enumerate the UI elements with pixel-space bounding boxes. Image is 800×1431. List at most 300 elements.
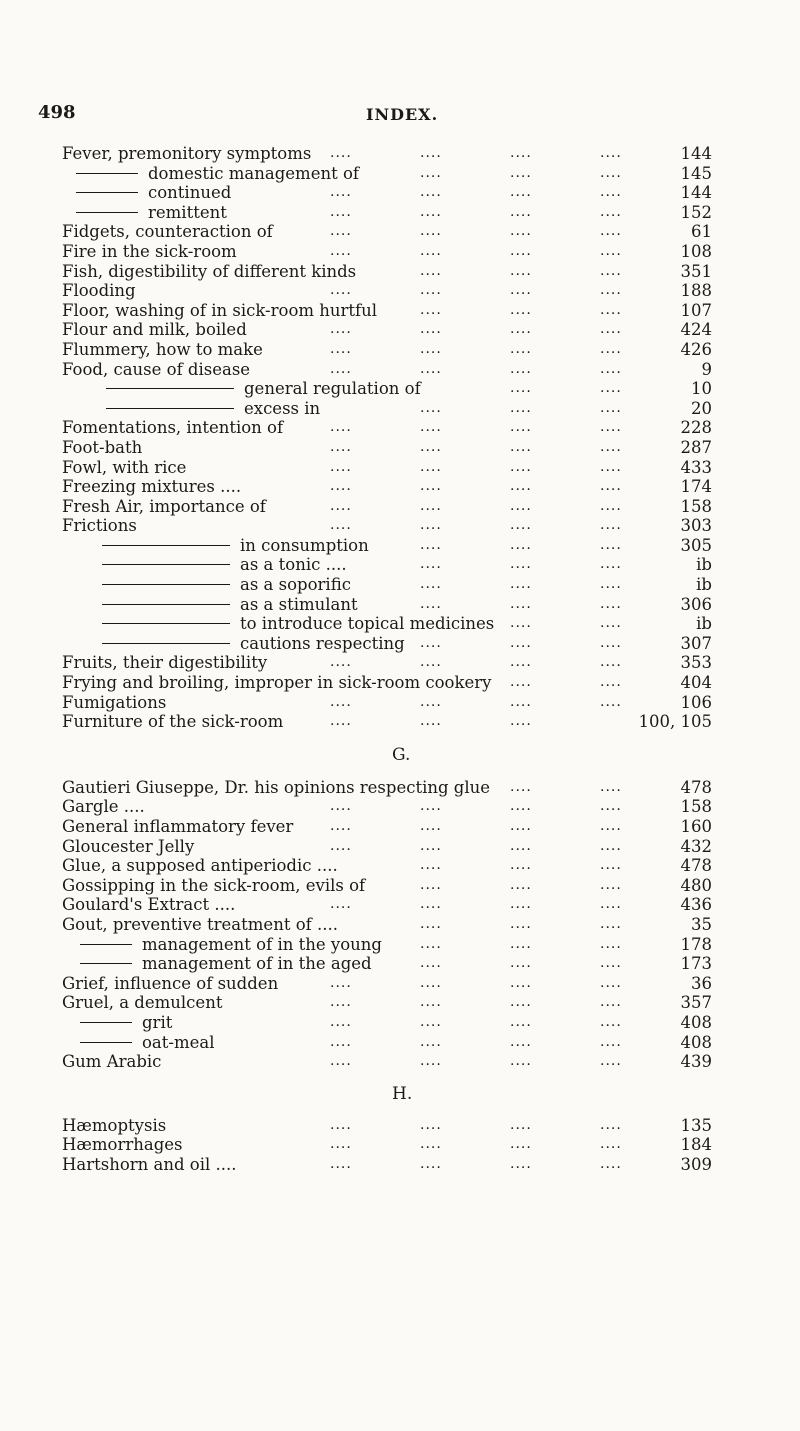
leader-dots: .... xyxy=(330,340,352,357)
page-ref: 173 xyxy=(680,954,712,974)
leader-dots: .... xyxy=(510,497,532,514)
leader-dots: .... xyxy=(600,223,622,240)
index-term xyxy=(62,497,266,517)
index-entry xyxy=(62,837,712,857)
index-term-text: Hartshorn and oil .... xyxy=(62,1154,237,1174)
index-term-text: Gossipping in the sick-room, evils of xyxy=(62,875,366,895)
index-entry xyxy=(62,935,712,955)
page-ref: 424 xyxy=(680,320,712,340)
index-term xyxy=(76,203,227,223)
leader-dots: .... xyxy=(510,282,532,299)
index-entry xyxy=(62,536,712,556)
leader-dots: .... xyxy=(420,164,442,181)
leader-dots: .... xyxy=(510,634,532,651)
leader-dots: .... xyxy=(600,1013,622,1030)
page-ref: 174 xyxy=(680,477,712,497)
index-term-text: General inflammatory fever xyxy=(62,817,294,836)
leader-dots: .... xyxy=(420,713,442,730)
leader-dots: .... xyxy=(600,321,622,338)
page-ref: 107 xyxy=(680,300,712,320)
leader-dots: .... xyxy=(510,1053,532,1070)
index-term xyxy=(62,360,250,380)
index-term-text: Furniture of the sick-room xyxy=(62,712,284,732)
leader-dots: .... xyxy=(600,1155,622,1172)
page-ref: 144 xyxy=(680,144,712,163)
leader-dots: .... xyxy=(420,595,442,612)
leader-dots: .... xyxy=(510,1116,532,1133)
repeat-dash xyxy=(102,584,230,585)
page-ref: 432 xyxy=(680,836,712,856)
leader-dots: .... xyxy=(330,713,352,730)
leader-dots: .... xyxy=(510,164,532,181)
index-entry xyxy=(62,144,712,164)
page-ref: 287 xyxy=(680,437,712,457)
index-entry xyxy=(62,340,712,360)
leader-dots: .... xyxy=(330,1053,352,1070)
leader-dots: .... xyxy=(600,798,622,815)
index-term xyxy=(102,575,351,595)
index-term-text: Grief, influence of sudden xyxy=(62,973,279,993)
leader-dots: .... xyxy=(510,595,532,612)
leader-dots: .... xyxy=(330,654,352,671)
index-entry xyxy=(62,954,712,974)
page-number: 498 xyxy=(38,102,76,123)
index-entry xyxy=(62,301,712,321)
leader-dots: .... xyxy=(330,203,352,220)
leader-dots: .... xyxy=(510,360,532,377)
repeat-dash xyxy=(102,545,230,546)
leader-dots: .... xyxy=(330,360,352,377)
index-term-text: Hæmorrhages xyxy=(62,1135,183,1155)
leader-dots: .... xyxy=(510,915,532,932)
leader-dots: .... xyxy=(600,478,622,495)
index-entry xyxy=(62,693,712,713)
leader-dots: .... xyxy=(420,1155,442,1172)
index-entry xyxy=(62,895,712,915)
leader-dots: .... xyxy=(330,242,352,259)
page-ref: 426 xyxy=(680,339,712,359)
leader-dots: .... xyxy=(420,837,442,854)
index-entry xyxy=(62,993,712,1013)
index-term xyxy=(62,837,194,857)
index-term xyxy=(62,817,293,837)
leader-dots: .... xyxy=(420,360,442,377)
page-ref: 228 xyxy=(680,418,712,438)
leader-dots: .... xyxy=(600,615,622,632)
leader-dots: .... xyxy=(600,1116,622,1133)
index-term xyxy=(62,320,247,340)
index-term xyxy=(62,222,273,242)
leader-dots: .... xyxy=(510,145,532,161)
index-term xyxy=(80,954,372,974)
leader-dots: .... xyxy=(420,1116,442,1133)
leader-dots: .... xyxy=(600,184,622,201)
leader-dots: .... xyxy=(600,419,622,436)
leader-dots: .... xyxy=(600,576,622,593)
leader-dots: .... xyxy=(510,896,532,913)
index-term xyxy=(62,418,283,438)
page-ref: ib xyxy=(696,614,712,634)
index-term-text: Foot-bath xyxy=(62,437,143,457)
index-entry xyxy=(62,876,712,896)
index-entry xyxy=(62,399,712,419)
index-term-text: Gargle .... xyxy=(62,797,145,817)
leader-dots: .... xyxy=(600,994,622,1011)
leader-dots: .... xyxy=(510,994,532,1011)
leader-dots: .... xyxy=(330,798,352,815)
page-ref: 145 xyxy=(680,163,712,183)
leader-dots: .... xyxy=(420,458,442,475)
page-ref: 144 xyxy=(680,183,712,203)
index-term xyxy=(62,993,222,1013)
leader-dots: .... xyxy=(330,1155,352,1172)
leader-dots: .... xyxy=(510,818,532,834)
page-ref: 309 xyxy=(680,1154,712,1174)
index-entry xyxy=(62,1155,712,1175)
leader-dots: .... xyxy=(510,857,532,874)
index-term-text: to introduce topical medicines xyxy=(240,614,495,634)
repeat-dash xyxy=(76,192,138,193)
index-entry xyxy=(62,477,712,497)
leader-dots: .... xyxy=(510,615,532,632)
page-ref: 436 xyxy=(680,895,712,915)
leader-dots: .... xyxy=(600,837,622,854)
index-entry xyxy=(62,1033,712,1053)
leader-dots: .... xyxy=(330,223,352,240)
index-term-text: oat-meal xyxy=(142,1032,215,1052)
leader-dots: .... xyxy=(510,458,532,475)
leader-dots: .... xyxy=(420,654,442,671)
leader-dots: .... xyxy=(510,955,532,972)
leader-dots: .... xyxy=(420,203,442,220)
leader-dots: .... xyxy=(600,282,622,299)
index-entry xyxy=(62,458,712,478)
index-entry xyxy=(62,856,712,876)
index-entry xyxy=(62,183,712,203)
leader-dots: .... xyxy=(330,1013,352,1030)
index-term-text: Fever, premonitory symptoms xyxy=(62,144,312,163)
page-ref: 305 xyxy=(680,535,712,555)
leader-dots: .... xyxy=(600,517,622,534)
leader-dots: .... xyxy=(510,380,532,397)
leader-dots: .... xyxy=(420,223,442,240)
leader-dots: .... xyxy=(510,340,532,357)
index-term xyxy=(62,876,365,896)
leader-dots: .... xyxy=(510,654,532,671)
repeat-dash xyxy=(102,604,230,605)
index-term-text: Frying and broiling, improper in sick-room cookery xyxy=(62,673,492,693)
index-entry xyxy=(62,281,712,301)
page-ref: 178 xyxy=(680,934,712,954)
page-ref: 184 xyxy=(680,1135,712,1155)
index-term-text: Freezing mixtures .... xyxy=(62,477,242,497)
index-term xyxy=(62,144,311,164)
page-ref: 408 xyxy=(680,1012,712,1032)
leader-dots: .... xyxy=(330,974,352,991)
leader-dots: .... xyxy=(330,837,352,854)
leader-dots: .... xyxy=(600,915,622,932)
page-ref: 36 xyxy=(691,973,712,993)
section-letter: G. xyxy=(392,744,411,765)
index-term-text: Fowl, with rice xyxy=(62,457,187,477)
index-term xyxy=(106,379,421,399)
leader-dots: .... xyxy=(510,242,532,259)
leader-dots: .... xyxy=(600,778,622,795)
leader-dots: .... xyxy=(600,1053,622,1070)
leader-dots: .... xyxy=(420,438,442,455)
leader-dots: .... xyxy=(600,301,622,318)
page-ref: 61 xyxy=(691,222,712,242)
index-term-text: Fumigations xyxy=(62,692,167,712)
index-entry xyxy=(62,262,712,282)
leader-dots: .... xyxy=(420,876,442,893)
index-term-text: general regulation of xyxy=(244,379,421,399)
leader-dots: .... xyxy=(600,438,622,455)
index-term xyxy=(62,516,137,536)
page-ref: 439 xyxy=(680,1052,712,1072)
index-entry xyxy=(62,516,712,536)
section-letter: H. xyxy=(392,1083,413,1104)
leader-dots: .... xyxy=(510,301,532,318)
leader-dots: .... xyxy=(420,576,442,593)
index-term xyxy=(62,1155,237,1175)
repeat-dash xyxy=(80,1042,132,1043)
index-term-text: management of in the young xyxy=(142,934,382,954)
leader-dots: .... xyxy=(330,693,352,710)
page-ref: 152 xyxy=(680,202,712,222)
leader-dots: .... xyxy=(420,556,442,573)
index-entry xyxy=(62,1135,712,1155)
index-entry xyxy=(62,164,712,184)
leader-dots: .... xyxy=(330,1033,352,1050)
leader-dots: .... xyxy=(420,818,442,834)
index-entry xyxy=(62,974,712,994)
leader-dots: .... xyxy=(510,223,532,240)
index-term-text: Flour and milk, boiled xyxy=(62,320,247,340)
index-term xyxy=(62,856,338,876)
page-ref: 306 xyxy=(680,594,712,614)
leader-dots: .... xyxy=(330,896,352,913)
page-ref: 108 xyxy=(680,241,712,261)
index-term-text: excess in xyxy=(244,398,321,418)
leader-dots: .... xyxy=(600,399,622,416)
leader-dots: .... xyxy=(600,536,622,553)
index-term-text: Flooding xyxy=(62,281,136,301)
leader-dots: .... xyxy=(330,282,352,299)
index-entry xyxy=(62,614,712,634)
leader-dots: .... xyxy=(600,1136,622,1153)
leader-dots: .... xyxy=(510,556,532,573)
page-header xyxy=(38,102,800,132)
leader-dots: .... xyxy=(510,536,532,553)
leader-dots: .... xyxy=(420,536,442,553)
index-term xyxy=(62,1052,161,1072)
page-ref: 158 xyxy=(680,496,712,516)
page-ref: 100, 105 xyxy=(638,712,712,732)
leader-dots: .... xyxy=(600,955,622,972)
index-body xyxy=(62,144,712,1175)
repeat-dash xyxy=(80,1022,132,1023)
leader-dots: .... xyxy=(510,321,532,338)
leader-dots: .... xyxy=(330,818,352,834)
index-term xyxy=(62,693,166,713)
index-term xyxy=(62,301,377,321)
index-term-text: management of in the aged xyxy=(142,954,372,974)
index-term-text: Fomentations, intention of xyxy=(62,418,284,438)
leader-dots: .... xyxy=(420,262,442,279)
repeat-dash xyxy=(76,212,138,213)
index-term xyxy=(62,438,142,458)
leader-dots: .... xyxy=(330,321,352,338)
page-ref: 158 xyxy=(680,797,712,817)
index-term xyxy=(62,712,283,732)
leader-dots: .... xyxy=(330,145,352,161)
index-entry xyxy=(62,915,712,935)
index-term-text: Food, cause of disease xyxy=(62,359,251,379)
index-term-text: Fire in the sick-room xyxy=(62,241,237,261)
leader-dots: .... xyxy=(600,595,622,612)
page-ref: 20 xyxy=(691,398,712,418)
leader-dots: .... xyxy=(420,1136,442,1153)
index-entry xyxy=(62,360,712,380)
repeat-dash xyxy=(80,963,132,964)
leader-dots: .... xyxy=(600,242,622,259)
index-term xyxy=(102,614,494,634)
leader-dots: .... xyxy=(420,955,442,972)
leader-dots: .... xyxy=(420,1033,442,1050)
page-ref: 478 xyxy=(680,777,712,797)
leader-dots: .... xyxy=(600,1033,622,1050)
repeat-dash xyxy=(106,388,234,389)
index-entry xyxy=(62,555,712,575)
index-term-text: as a soporific xyxy=(240,575,351,595)
index-term-text: cautions respecting xyxy=(240,633,405,653)
leader-dots: .... xyxy=(330,497,352,514)
index-entry xyxy=(62,712,712,732)
leader-dots: .... xyxy=(510,184,532,201)
leader-dots: .... xyxy=(510,837,532,854)
index-term-text: Glue, a supposed antiperiodic .... xyxy=(62,856,338,876)
leader-dots: .... xyxy=(600,634,622,651)
index-entry xyxy=(62,797,712,817)
index-term-text: domestic management of xyxy=(148,163,359,183)
page-ref: ib xyxy=(696,555,712,575)
repeat-dash xyxy=(102,623,230,624)
leader-dots: .... xyxy=(420,478,442,495)
index-term xyxy=(62,915,338,935)
leader-dots: .... xyxy=(600,145,622,161)
leader-dots: .... xyxy=(420,857,442,874)
leader-dots: .... xyxy=(420,242,442,259)
leader-dots: .... xyxy=(330,458,352,475)
leader-dots: .... xyxy=(420,517,442,534)
leader-dots: .... xyxy=(600,360,622,377)
repeat-dash xyxy=(102,564,230,565)
index-term-text: Hæmoptysis xyxy=(62,1115,167,1135)
index-term-text: Gruel, a demulcent xyxy=(62,993,223,1013)
index-term xyxy=(102,555,347,575)
leader-dots: .... xyxy=(510,419,532,436)
leader-dots: .... xyxy=(600,896,622,913)
repeat-dash xyxy=(106,408,234,409)
index-term xyxy=(62,281,136,301)
page-ref: 135 xyxy=(680,1115,712,1135)
index-term-text: Fish, digestibility of different kinds xyxy=(62,261,357,281)
leader-dots: .... xyxy=(600,693,622,710)
leader-dots: .... xyxy=(420,282,442,299)
leader-dots: .... xyxy=(420,974,442,991)
page-ref: 353 xyxy=(680,653,712,673)
page-ref: 351 xyxy=(680,261,712,281)
index-term xyxy=(76,183,231,203)
index-term-text: continued xyxy=(148,183,232,203)
index-term xyxy=(62,895,235,915)
index-term-text: grit xyxy=(142,1012,173,1032)
leader-dots: .... xyxy=(420,935,442,952)
leader-dots: .... xyxy=(330,184,352,201)
index-term xyxy=(102,634,405,654)
repeat-dash xyxy=(76,173,138,174)
index-entry xyxy=(62,634,712,654)
leader-dots: .... xyxy=(510,713,532,730)
page-ref: 478 xyxy=(680,856,712,876)
index-term-text: Gloucester Jelly xyxy=(62,836,195,856)
index-term xyxy=(62,673,491,693)
index-term-text: Gum Arabic xyxy=(62,1052,162,1072)
index-term xyxy=(80,935,382,955)
leader-dots: .... xyxy=(420,1053,442,1070)
leader-dots: .... xyxy=(600,203,622,220)
leader-dots: .... xyxy=(600,262,622,279)
leader-dots: .... xyxy=(600,556,622,573)
leader-dots: .... xyxy=(510,399,532,416)
index-entry xyxy=(62,817,712,837)
index-term xyxy=(62,458,186,478)
page-ref: 303 xyxy=(680,516,712,536)
leader-dots: .... xyxy=(420,321,442,338)
index-term xyxy=(62,340,263,360)
leader-dots: .... xyxy=(330,1116,352,1133)
index-term-text: in consumption xyxy=(240,535,369,555)
index-entry xyxy=(62,379,712,399)
index-term-text: Floor, washing of in sick-room hurtful xyxy=(62,300,378,320)
page-ref: 404 xyxy=(680,673,712,693)
page-ref: 408 xyxy=(680,1032,712,1052)
index-term xyxy=(62,242,237,262)
leader-dots: .... xyxy=(600,674,622,691)
leader-dots: .... xyxy=(600,876,622,893)
page-ref: ib xyxy=(696,575,712,595)
index-term-text: Fresh Air, importance of xyxy=(62,496,266,516)
leader-dots: .... xyxy=(330,438,352,455)
leader-dots: .... xyxy=(330,517,352,534)
index-term xyxy=(76,164,359,184)
leader-dots: .... xyxy=(510,798,532,815)
page-ref: 188 xyxy=(680,281,712,301)
leader-dots: .... xyxy=(420,497,442,514)
index-term xyxy=(62,1135,183,1155)
page-ref: 106 xyxy=(680,692,712,712)
index-entry xyxy=(62,438,712,458)
index-entry xyxy=(62,1052,712,1072)
index-term xyxy=(102,595,358,615)
leader-dots: .... xyxy=(600,497,622,514)
leader-dots: .... xyxy=(420,994,442,1011)
page-ref: 480 xyxy=(680,875,712,895)
index-entry xyxy=(62,203,712,223)
index-entry xyxy=(62,778,712,798)
index-term xyxy=(80,1033,215,1053)
